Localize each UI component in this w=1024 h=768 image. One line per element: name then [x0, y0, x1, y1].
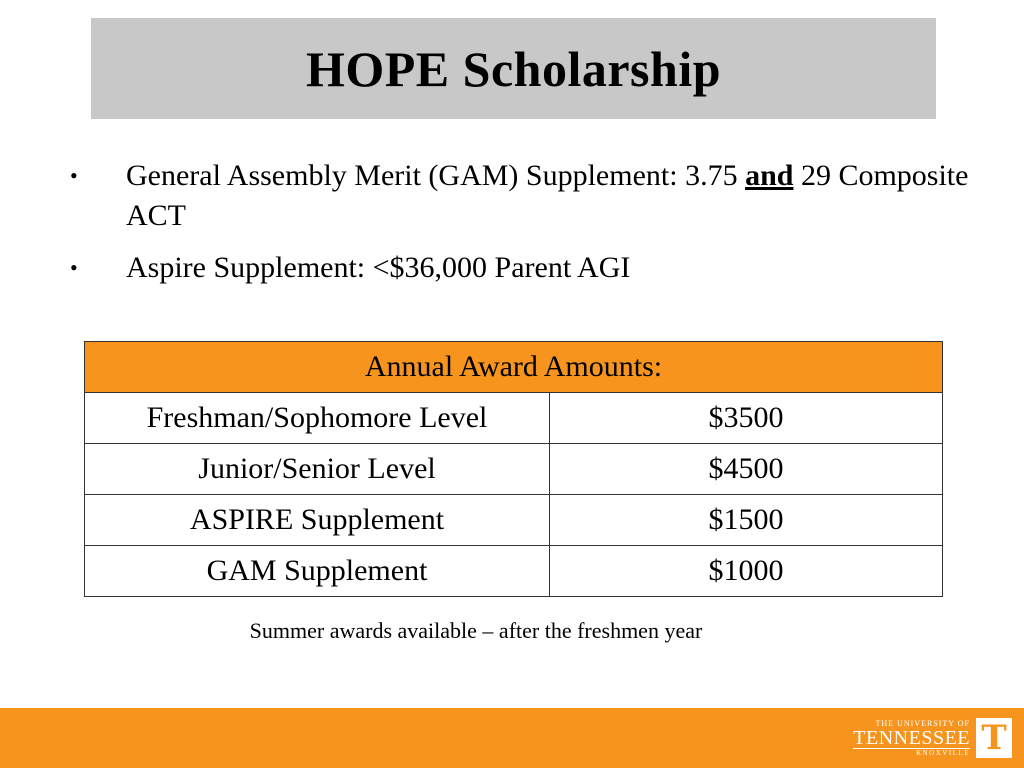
award-table-header-row [85, 342, 943, 393]
bullet-icon: • [70, 255, 78, 280]
university-logo [853, 716, 1012, 760]
bullet-list [70, 156, 970, 300]
bullet-item-gam [70, 156, 970, 236]
award-level-cell: Junior/Senior Level [85, 444, 550, 495]
award-amount-cell: $4500 [550, 444, 943, 495]
award-table [84, 341, 943, 597]
award-level-cell: ASPIRE Supplement [85, 495, 550, 546]
bullet-text-gam-before: General Assembly Merit (GAM) Supplement: 3.75 [126, 159, 746, 192]
bullet-text-gam-after: 29 Composite ACT [126, 159, 969, 232]
award-amount-cell: $1500 [550, 495, 943, 546]
table-row [85, 393, 943, 444]
award-amount-cell: $1000 [550, 546, 943, 597]
bullet-text-aspire: Aspire Supplement: <$36,000 Parent AGI [126, 251, 631, 284]
award-level-cell: Freshman/Sophomore Level [85, 393, 550, 444]
logo-line-knoxville: KNOXVILLE [916, 748, 970, 757]
title-bar [91, 18, 936, 119]
bullet-emphasis-and: and [745, 159, 794, 192]
footer-bar [0, 708, 1024, 768]
award-amount-cell: $3500 [550, 393, 943, 444]
logo-line-university-of: THE UNIVERSITY OF [875, 718, 970, 728]
summer-awards-note: Summer awards available – after the freshmen year [249, 618, 703, 643]
logo-line-tennessee: TENNESSEE [853, 726, 970, 749]
table-row [85, 546, 943, 597]
power-t-icon: T [976, 718, 1012, 758]
bullet-item-aspire [70, 248, 970, 288]
bullet-icon: • [70, 163, 78, 188]
award-table-header: Annual Award Amounts: [85, 342, 943, 393]
slide-title: HOPE Scholarship [305, 40, 722, 97]
table-row [85, 495, 943, 546]
logo-wordmark [853, 720, 970, 757]
award-level-cell: GAM Supplement [85, 546, 550, 597]
table-row [85, 444, 943, 495]
